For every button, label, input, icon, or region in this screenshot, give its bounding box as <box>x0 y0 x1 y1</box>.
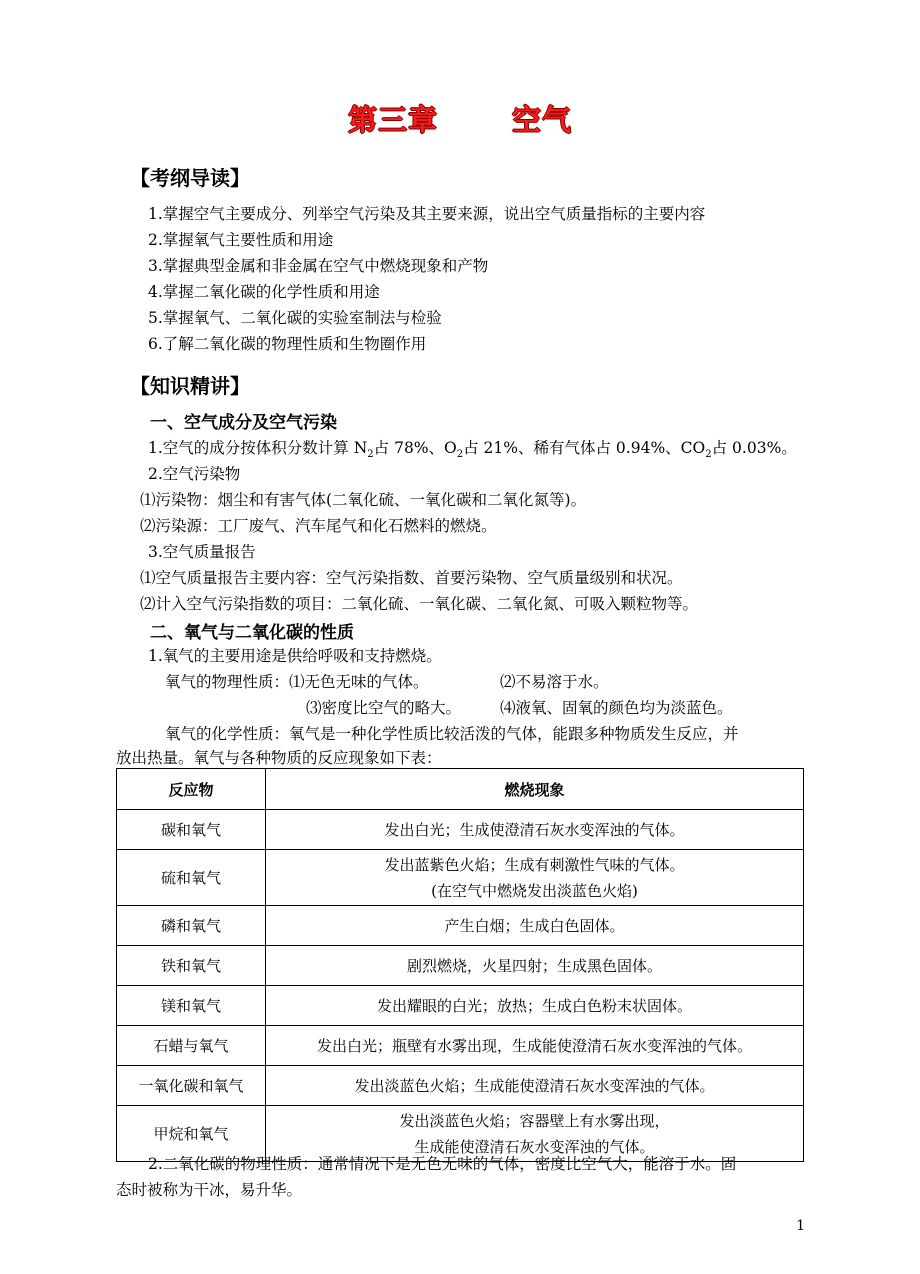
text-line: 3.空气质量报告 <box>148 543 256 561</box>
section2-heading: 二、氧气与二氧化碳的性质 <box>150 623 354 643</box>
reaction-table <box>116 768 804 1162</box>
text-line: 放出热量。氧气与各种物质的反应现象如下表： <box>116 749 442 767</box>
chapter-name: 空气 <box>512 103 573 137</box>
text-line: 氧气的化学性质：氧气是一种化学性质比较活泼的气体，能跟多种物质发生反应，并 <box>165 725 739 743</box>
section1-heading: 一、空气成分及空气污染 <box>150 413 337 433</box>
reactant-cell: 磷和氧气 <box>117 906 266 946</box>
table-row <box>117 1026 804 1066</box>
page-number: 1 <box>796 1218 805 1234</box>
reactant-cell: 石蜡与氧气 <box>117 1026 266 1066</box>
reactant-cell: 镁和氧气 <box>117 986 266 1026</box>
chapter-number: 第三章 <box>347 103 438 137</box>
exam-guide-item: 2.掌握氧气主要性质和用途 <box>148 231 334 249</box>
reactant-cell: 铁和氧气 <box>117 946 266 986</box>
exam-guide-item: 3.掌握典型金属和非金属在空气中燃烧现象和产物 <box>148 257 489 275</box>
exam-guide-item: 1.掌握空气主要成分、列举空气污染及其主要来源，说出空气质量指标的主要内容 <box>148 205 706 223</box>
exam-guide-item: 5.掌握氧气、二氧化碳的实验室制法与检验 <box>148 309 442 327</box>
phenomenon-cell: 产生白烟；生成白色固体。 <box>266 906 804 946</box>
reactant-cell: 甲烷和氧气 <box>117 1106 266 1162</box>
table-header-row <box>117 769 804 810</box>
phenomenon-cell: 剧烈燃烧，火星四射；生成黑色固体。 <box>266 946 804 986</box>
table-row <box>117 810 804 850</box>
reactant-cell: 一氧化碳和氧气 <box>117 1066 266 1106</box>
reactant-cell: 碳和氧气 <box>117 810 266 850</box>
table-row <box>117 946 804 986</box>
chapter-title <box>0 98 920 139</box>
table-row <box>117 986 804 1026</box>
phenomenon-cell: 发出淡蓝色火焰；生成能使澄清石灰水变浑浊的气体。 <box>266 1066 804 1106</box>
air-composition-line: 1.空气的成分按体积分数计算 $N_2$占 78%、$O_2$占 21%、稀有气体占 0.94%、$CO_2$占 0.03%。 <box>148 439 797 461</box>
text-line: ⑶密度比空气的略大。 <box>306 699 462 717</box>
text-line: 2.二氧化碳的物理性质：通常情况下是无色无味的气体，密度比空气大，能溶于水。固 <box>148 1155 737 1173</box>
table-row <box>117 1066 804 1106</box>
table-row <box>117 906 804 946</box>
text-line: ⑷液氧、固氧的颜色均为淡蓝色。 <box>500 699 733 717</box>
reactant-cell: 硫和氧气 <box>117 850 266 906</box>
text-line: 2.空气污染物 <box>148 465 241 483</box>
exam-guide-heading: 【考纲导读】 <box>130 166 250 190</box>
table-row <box>117 850 804 906</box>
text-line: ⑴空气质量报告主要内容：空气污染指数、首要污染物、空气质量级别和状况。 <box>140 569 683 587</box>
text-line: ⑵污染源：工厂废气、汽车尾气和化石燃料的燃烧。 <box>140 517 497 535</box>
exam-guide-item: 6.了解二氧化碳的物理性质和生物圈作用 <box>148 335 427 353</box>
column-header-reactant: 反应物 <box>117 769 266 810</box>
text-line: ⑴污染物：烟尘和有害气体(二氧化硫、一氧化碳和二氧化氮等)。 <box>140 491 587 509</box>
phenomenon-cell: 发出蓝紫色火焰；生成有刺激性气味的气体。 (在空气中燃烧发出淡蓝色火焰) <box>266 850 804 906</box>
column-header-phenomenon: 燃烧现象 <box>266 769 804 810</box>
phenomenon-cell: 发出耀眼的白光；放热；生成白色粉末状固体。 <box>266 986 804 1026</box>
exam-guide-item: 4.掌握二氧化碳的化学性质和用途 <box>148 283 380 301</box>
phenomenon-cell: 发出白光；瓶壁有水雾出现，生成能使澄清石灰水变浑浊的气体。 <box>266 1026 804 1066</box>
text-line: 态时被称为干冰，易升华。 <box>116 1181 303 1199</box>
knowledge-heading: 【知识精讲】 <box>130 374 250 398</box>
text-line: ⑵计入空气污染指数的项目：二氧化硫、一氧化碳、二氧化氮、可吸入颗粒物等。 <box>140 595 699 613</box>
text-line: 1.氧气的主要用途是供给呼吸和支持燃烧。 <box>148 647 442 665</box>
text-line: ⑵不易溶于水。 <box>500 673 609 691</box>
phenomenon-cell: 发出淡蓝色火焰；容器壁上有水雾出现， 生成能使澄清石灰水变浑浊的气体。 <box>266 1106 804 1162</box>
phenomenon-cell: 发出白光；生成使澄清石灰水变浑浊的气体。 <box>266 810 804 850</box>
text-line: 氧气的物理性质：⑴无色无味的气体。 <box>165 673 429 691</box>
